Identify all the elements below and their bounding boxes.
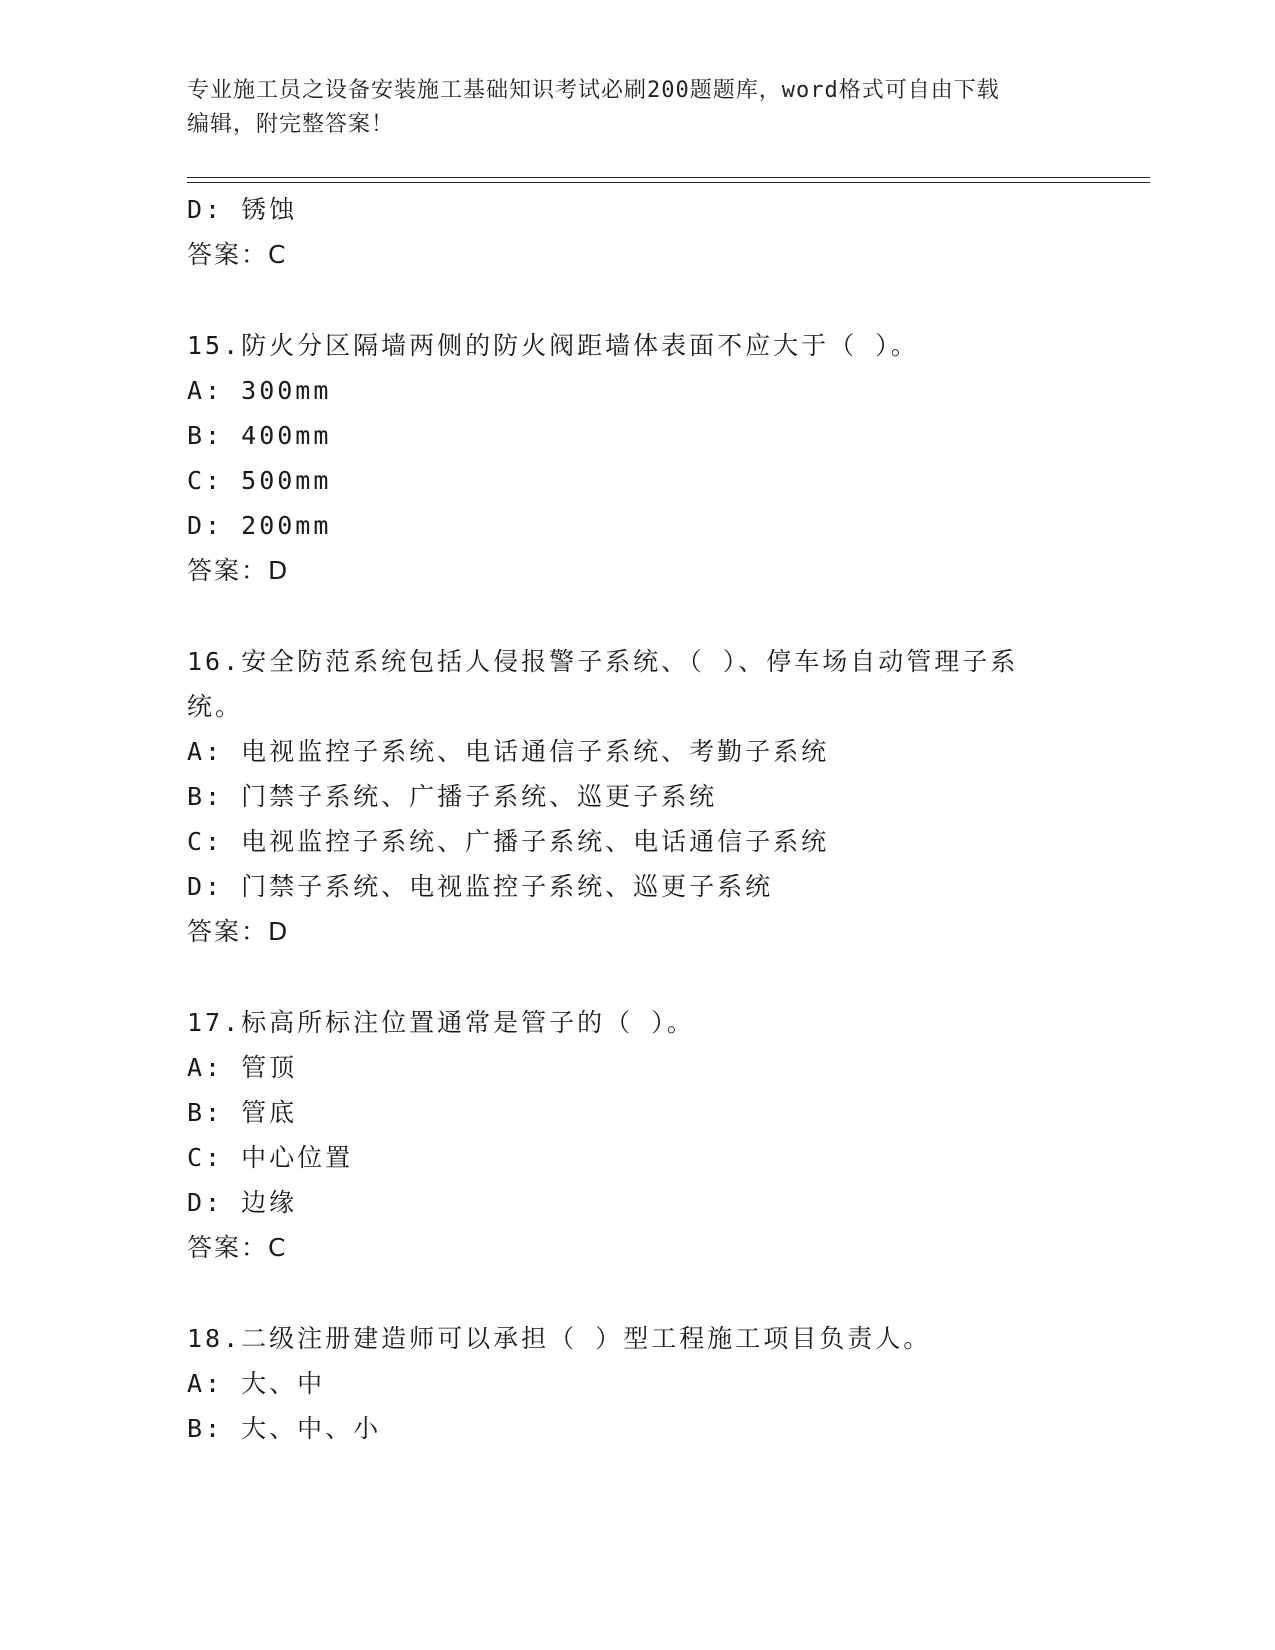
q16-option-d: D: 门禁子系统、电视监控子系统、巡更子系统: [187, 872, 774, 901]
document-header: [187, 74, 1087, 142]
q15-option-a: A: 300mm: [187, 376, 332, 405]
q17-option-d: D: 边缘: [187, 1188, 298, 1217]
q17-answer: 答案：C: [187, 1233, 288, 1262]
header-divider-bottom: [187, 182, 1150, 183]
q18-stem: 18.二级注册建造师可以承担（ ）型工程施工项目负责人。: [187, 1324, 932, 1353]
q18-option-a: A: 大、中: [187, 1369, 326, 1398]
q18-option-b: B: 大、中、小: [187, 1414, 382, 1443]
q17-option-b: B: 管底: [187, 1098, 298, 1127]
q16-option-c: C: 电视监控子系统、广播子系统、电话通信子系统: [187, 827, 830, 856]
header-divider-top: [187, 177, 1150, 178]
q17-option-c: C: 中心位置: [187, 1143, 354, 1172]
q15-stem: 15.防火分区隔墙两侧的防火阀距墙体表面不应大于（ ）。: [187, 331, 919, 360]
q14-answer: 答案：C: [187, 240, 288, 269]
q15-option-d: D: 200mm: [187, 511, 332, 540]
q16-answer: 答案：D: [187, 917, 290, 946]
q14-option-d: D: 锈蚀: [187, 195, 298, 224]
q16-option-a: A: 电视监控子系统、电话通信子系统、考勤子系统: [187, 737, 830, 766]
q15-option-c: C: 500mm: [187, 466, 332, 495]
q16-stem-line-1: 16.安全防范系统包括人侵报警子系统、（ ）、停车场自动管理子系: [187, 647, 1019, 676]
header-title-line-1: 专业施工员之设备安装施工基础知识考试必刷200题题库，word格式可自由下载: [187, 78, 1000, 103]
q17-stem: 17.标高所标注位置通常是管子的（ ）。: [187, 1008, 695, 1037]
header-title-line-2: 编辑，附完整答案！: [187, 112, 395, 137]
q17-option-a: A: 管顶: [187, 1053, 298, 1082]
q15-answer: 答案：D: [187, 556, 290, 585]
q16-option-b: B: 门禁子系统、广播子系统、巡更子系统: [187, 782, 718, 811]
q15-option-b: B: 400mm: [187, 421, 332, 450]
q16-stem-line-2: 统。: [187, 692, 244, 721]
